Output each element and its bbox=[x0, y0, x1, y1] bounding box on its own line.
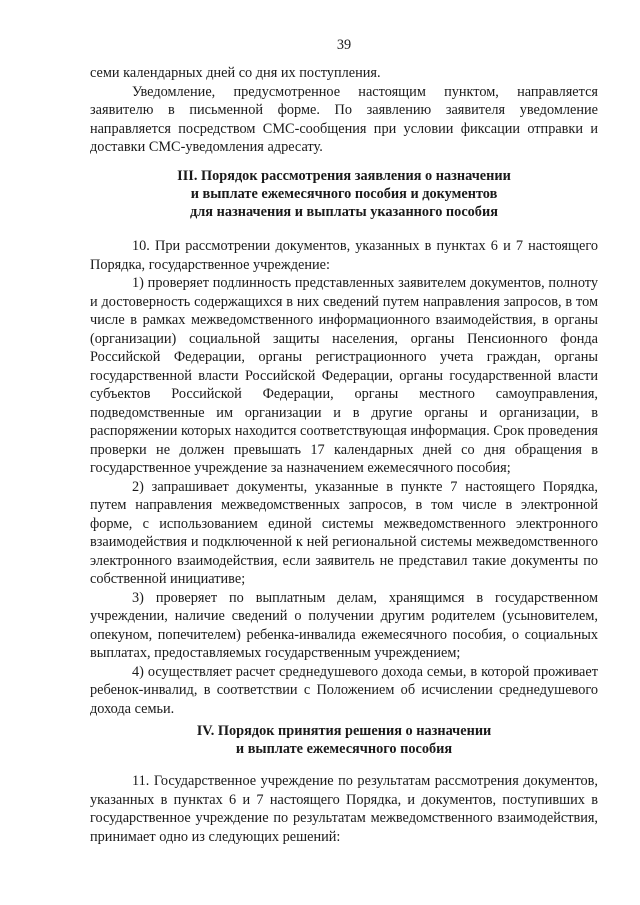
intro-block bbox=[90, 64, 598, 157]
section-3-heading bbox=[90, 167, 598, 221]
section-4-heading-line: и выплате ежемесячного пособия bbox=[235, 741, 453, 757]
section-3-heading-line: III. Порядок рассмотрения заявления о назначении bbox=[177, 168, 511, 184]
section-3-heading-line: и выплате ежемесячного пособия и документов bbox=[190, 186, 498, 202]
subitem-3: 3) проверяет по выплатным делам, хранящимся в государственном учреждении, наличие сведений о получении другим родителем (усыновителем, опекуном, попечителем) ребенка-инвалида ежемесячного пособия, о социальных выплатах, предоставляемых государственным учреждением; bbox=[90, 589, 598, 661]
subitem-4: 4) осуществляет расчет среднедушевого дохода семьи, в которой проживает ребенок-инвалид, в соответствии с Положением об исчислении среднедушевого дохода семьи. bbox=[90, 663, 598, 717]
page-number: 39 bbox=[336, 37, 352, 53]
section-4-body bbox=[90, 772, 598, 846]
subitem-2: 2) запрашивает документы, указанные в пункте 7 настоящего Порядка, путем направления межведомственных запросов, в том числе в электронной форме, с использованием единой системы межведомственного электронного взаимодействия и подключенной к ней региональной системы межведомственного электронного взаимодействия, если заявитель не представил такие документы по собственной инициативе; bbox=[90, 478, 598, 587]
notification-paragraph: Уведомление, предусмотренное настоящим пунктом, направляется заявителю в письменной форме. По заявлению заявителя уведомление направляется посредством СМС-сообщения при условии фиксации отправки и доставки СМС-уведомления адресату. bbox=[90, 83, 598, 155]
paragraph-11: 11. Государственное учреждение по результатам рассмотрения документов, указанных в пунктах 6 и 7 настоящего Порядка, и документов, поступивших в государственное учреждение по результатам межведомственного взаимодействия, принимает одно из следующих решений: bbox=[90, 773, 598, 845]
intro-continuation: семи календарных дней со дня их поступления. bbox=[90, 65, 381, 81]
section-3-body bbox=[90, 237, 598, 718]
section-4-heading-line: IV. Порядок принятия решения о назначении bbox=[196, 723, 492, 739]
section-3-heading-line: для назначения и выплаты указанного пособия bbox=[190, 204, 498, 220]
section-4-heading bbox=[90, 722, 598, 758]
paragraph-10: 10. При рассмотрении документов, указанных в пунктах 6 и 7 настоящего Порядка, государственное учреждение: bbox=[90, 238, 598, 273]
subitem-1: 1) проверяет подлинность представленных заявителем документов, полноту и достоверность содержащихся в них сведений путем направления запросов, в том числе в рамках межведомственного информационного взаимодействия, в органы (организации) социальной защиты населения, органы Пенсионного фонда Российской Федерации, органы регистрационного учета граждан, органы государственной власти Российской Федерации, органы государственной власти субъектов Российской Федерации, органы местного самоуправления, подведомственные им организации и в другие органы и организации, в распоряжении которых находится соответствующая информация. Срок проведения проверки не должен превышать 17 календарных дней со дня обращения в государственное учреждение за назначением ежемесячного пособия; bbox=[90, 275, 598, 476]
